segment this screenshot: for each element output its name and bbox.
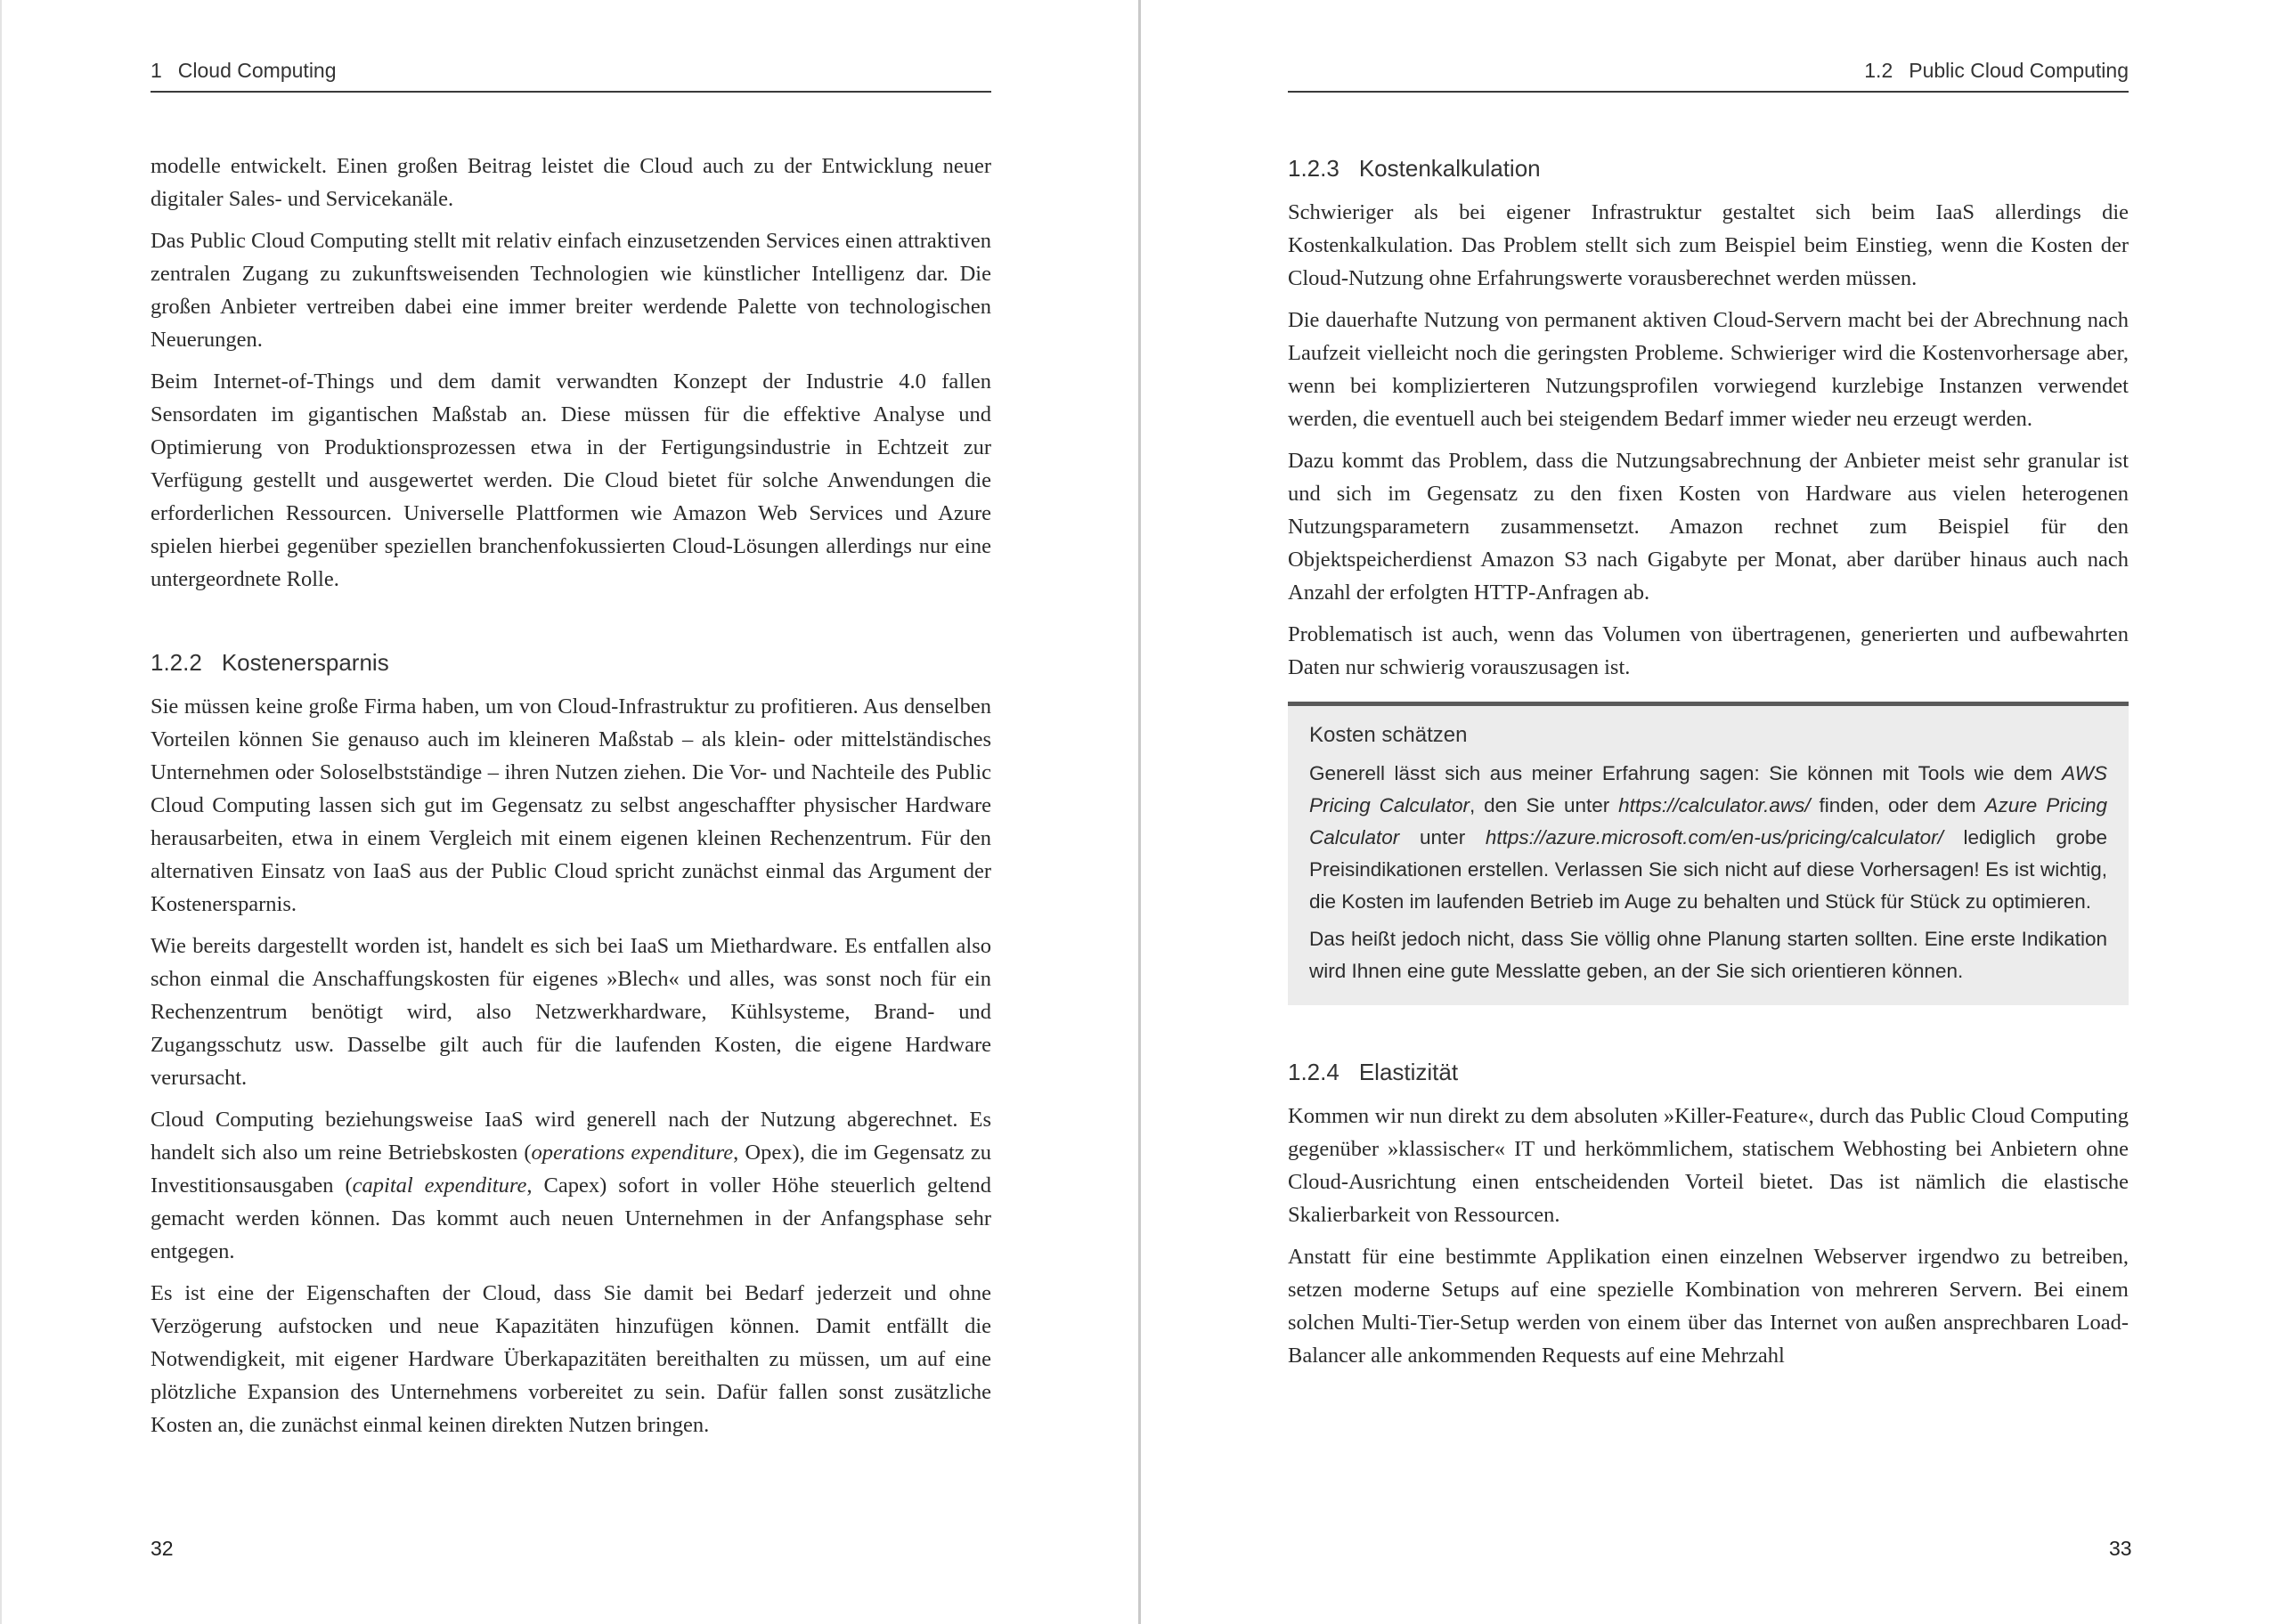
italic-term: operations expenditure [531, 1141, 734, 1165]
paragraph: Es ist eine der Eigenschaften der Cloud, dass Sie damit bei Bedarf jederzeit und ohne Verzögerung aufstocken und neue Kapazitäten hinzufügen können. Damit entfällt die Notwendigkeit, mit eigener Hardware Überkapazitäten bereithalten zu müssen, um auf eine plötzliche Expansion des Unternehmens vorbereitet zu sein. Dafür fallen sonst zusätzliche Kosten an, die zunächst einmal keinen direkten Nutzen bringen. [151, 1281, 991, 1437]
section-number: 1.2.3 [1288, 155, 1340, 182]
paragraph: Dazu kommt das Problem, dass die Nutzungsabrechnung der Anbieter meist sehr granular ist und sich im Gegensatz zu den fixen Kosten von Hardware aus vielen heterogenen Nutzungsparametern zusammensetzt. Amazon rechnet zum Beispiel für den Objektspeicherdienst Amazon S3 nach Gigabyte per Monat, aber darüber hinaus auch nach Anzahl der erfolgten HTTP-Anfragen ab. [1288, 449, 2129, 605]
tip-box-paragraph: Das heißt jedoch nicht, dass Sie völlig ohne Planung starten sollten. Eine erste Indikation wird Ihnen eine gute Messlatte geben, an der Sie sich orientieren können. [1309, 928, 2107, 982]
page-number: 33 [2109, 1537, 2132, 1560]
url-text: https://azure.microsoft.com/en-us/pricing/calculator/ [1485, 826, 1943, 849]
paragraph: Beim Internet-of-Things und dem damit verwandten Konzept der Industrie 4.0 fallen Sensordaten im gigantischen Maßstab an. Diese müssen für die effektive Analyse und Optimierung von Produktionsprozessen etwa in der Fertigungsindustrie in Echtzeit zur Verfügung gestellt und ausgewertet werden. Die Cloud bietet für solche Anwendungen die erforderlichen Ressourcen. Universelle Plattformen wie Amazon Web Services und Azure spielen hierbei gegenüber speziellen branchenfokussierten Cloud-Lösungen allerdings nur eine untergeordnete Rolle. [151, 369, 991, 591]
running-header-right [1288, 59, 2129, 93]
left-page-content [151, 150, 991, 1450]
text-run: unter [1399, 826, 1486, 849]
paragraph: modelle entwickelt. Einen großen Beitrag leistet die Cloud auch zu der Entwicklung neuer digitaler Sales- und Servicekanäle. [151, 154, 991, 211]
section-title: Elastizität [1358, 1059, 1459, 1085]
tip-box [1288, 702, 2129, 1005]
paragraph: Das Public Cloud Computing stellt mit relativ einfach einzusetzenden Services einen attraktiven zentralen Zugang zu zukunftsweisenden Technologien wie künstlicher Intelligenz dar. Die großen Anbieter vertreiben dabei eine immer breiter werdende Palette von technologischen Neuerungen. [151, 229, 991, 352]
right-page [1141, 0, 2280, 1624]
section-number: 1.2.4 [1288, 1059, 1340, 1085]
paragraph: Anstatt für eine bestimmte Applikation einen einzelnen Webserver irgendwo zu betreiben, setzen moderne Setups auf eine spezielle Kombination von mehreren Servern. Bei einem solchen Multi-Tier-Setup werden von einem über das Internet von außen ansprechbaren Load-Balancer alle ankommenden Requests auf eine Mehrzahl [1288, 1245, 2129, 1368]
tip-box-title: Kosten schätzen [1309, 723, 1468, 747]
section-heading-kostenersparnis [151, 647, 991, 678]
text-run: , Capex) sofort in voller Höhe steuerlich geltend gemacht werden können. Das kommt auch neuen Unternehmen in der Anfangsphase sehr entgegen. [151, 1173, 992, 1263]
paragraph: Kommen wir nun direkt zu dem absoluten »Killer-Feature«, durch das Public Cloud Computing gegenüber »klassischer« IT und herkömmlichem, statischem Webhosting bei Anbietern ohne Cloud-Ausrichtung einen entscheidenden Vorteil bietet. Das ist nämlich die elastische Skalierbarkeit von Ressourcen. [1288, 1104, 2129, 1227]
text-run: , den Sie unter [1469, 794, 1619, 816]
right-page-content [1288, 150, 2129, 1381]
section-title: Public Cloud Computing [1909, 59, 2129, 82]
paragraph [151, 1103, 991, 1268]
section-heading-elastizitaet [1288, 1057, 2129, 1087]
paragraph: Sie müssen keine große Firma haben, um von Cloud-Infrastruktur zu profitieren. Aus denselben Vorteilen können Sie genauso auch im kleineren Maßstab – als klein- oder mittelständisches Unternehmen oder Soloselbstständige – ihren Nutzen ziehen. Die Vor- und Nachteile des Public Cloud Computing lassen sich gut im Gegensatz zu selbst angeschaffter physischer Hardware herausarbeiten, etwa in einem Vergleich mit einem eigenen kleinen Rechenzentrum. Für den alternativen Einsatz von IaaS aus der Public Cloud spricht zunächst einmal das Argument der Kostenersparnis. [151, 694, 991, 916]
section-number: 1.2 [1864, 59, 1893, 82]
italic-term: capital expenditure [352, 1173, 527, 1198]
chapter-number: 1 [151, 59, 162, 82]
running-header-left [151, 59, 991, 93]
paragraph: Problematisch ist auch, wenn das Volumen von übertragenen, generierten und aufbewahrten Daten nur schwierig vorauszusagen ist. [1288, 622, 2129, 679]
section-number: 1.2.2 [151, 649, 202, 676]
chapter-title: Cloud Computing [177, 59, 337, 82]
text-run: lediglich grobe Preisindikationen erstellen. Verlassen Sie sich nicht auf diese Vorhersagen! Es ist wichtig, die Kosten im laufenden Betrieb im Auge zu behalten und Stück für Stück zu optimieren. [1309, 826, 2107, 913]
text-run: Cloud Computing beziehungsweise IaaS wird generell nach der Nutzung abgerechnet. Es handelt sich also um reine Betriebskosten ( [151, 1108, 991, 1165]
text-run: Generell lässt sich aus meiner Erfahrung sagen: Sie können mit Tools wie dem [1309, 762, 2063, 784]
section-heading-kostenkalkulation [1288, 153, 2129, 183]
page-number: 32 [151, 1537, 174, 1560]
italic-term: Azure Pricing Calculator [1309, 794, 2107, 849]
section-title: Kostenersparnis [221, 649, 389, 676]
text-run: , Opex), die im Gegensatz zu Investitionsausgaben ( [151, 1141, 991, 1198]
italic-term: AWS Pricing Calculator [1309, 762, 2107, 816]
section-title: Kostenkalkulation [1358, 155, 1541, 182]
tip-box-paragraph [1309, 758, 2107, 918]
paragraph: Wie bereits dargestellt worden ist, handelt es sich bei IaaS um Miethardware. Es entfallen also schon einmal die Anschaffungskosten für eigenes »Blech« und alles, was sonst noch für ein Rechenzentrum benötigt wird, also Netzwerkhardware, Kühlsysteme, Brand- und Zugangsschutz usw. Dasselbe gilt auch für die laufenden Kosten, die eigene Hardware verursacht. [151, 934, 991, 1090]
url-text: https://calculator.aws/ [1618, 794, 1811, 816]
paragraph: Die dauerhafte Nutzung von permanent aktiven Cloud-Servern macht bei der Abrechnung nach Laufzeit vielleicht noch die geringsten Probleme. Schwieriger wird die Kostenvorhersage aber, wenn bei komplizierteren Nutzungsprofilen vorwiegend kurzlebige Instanzen verwendet werden, die eventuell auch bei steigendem Bedarf immer wieder neu erzeugt werden. [1288, 308, 2129, 431]
paragraph: Schwieriger als bei eigener Infrastruktur gestaltet sich beim IaaS allerdings die Kostenkalkulation. Das Problem stellt sich zum Beispiel beim Einstieg, wenn die Kosten der Cloud-Nutzung ohne Erfahrungswerte vorausberechnet werden müssen. [1288, 200, 2129, 290]
text-run: finden, oder dem [1810, 794, 1985, 816]
